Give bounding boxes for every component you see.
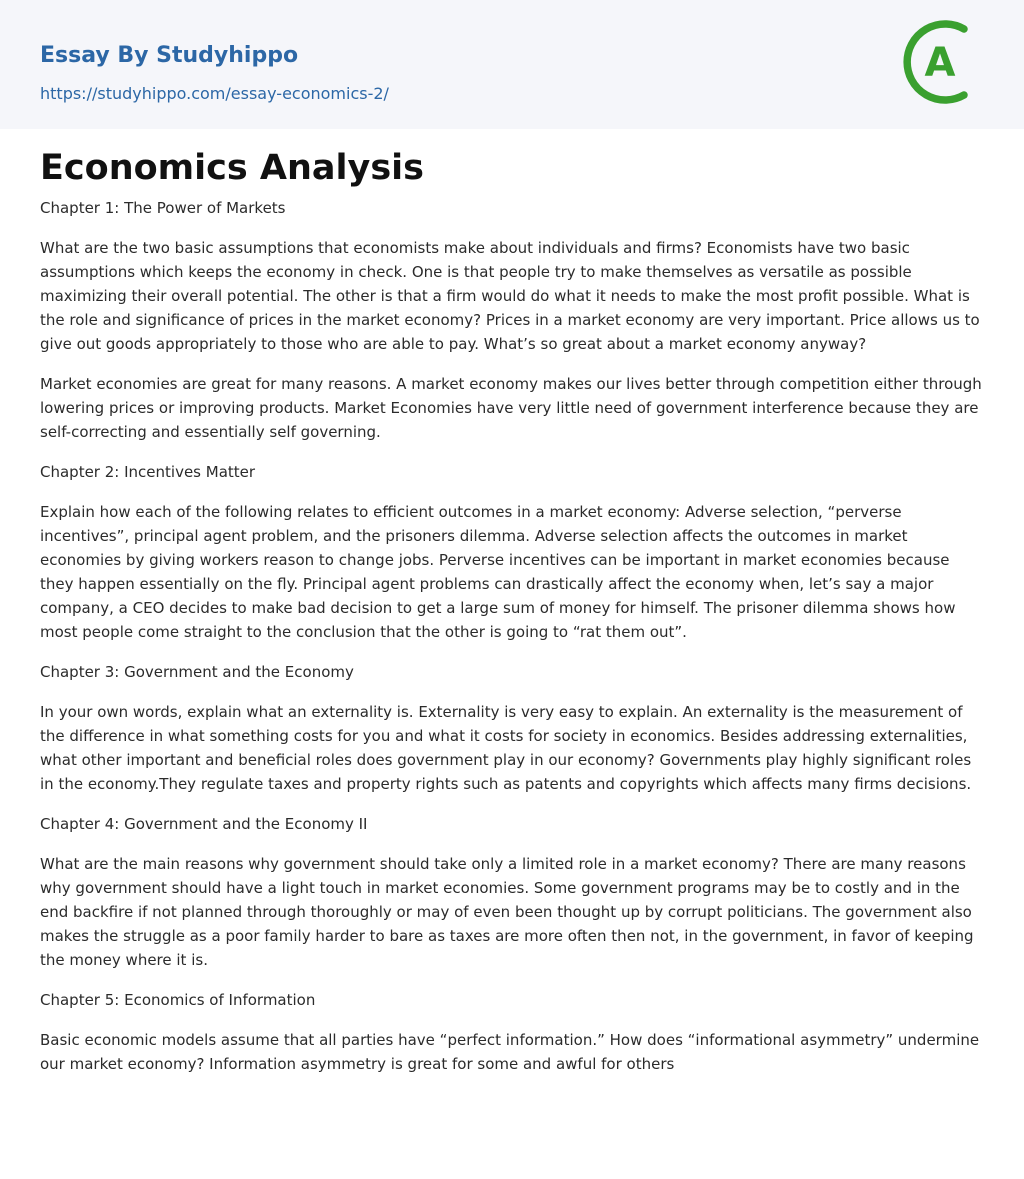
- paragraph: What are the two basic assumptions that economists make about individuals and firms? Economists have two basic assumptions which keeps the economy in check. One is that people try to make themselves as versatile as possible maximizing their overall potential. The other is that a firm would do what it needs to make the most profit possible. What is the role and significance of prices in the market economy? Prices in a market economy are very important. Price allows us to give out goods appropriately to those who are able to pay. What’s so great about a market economy anyway?: [40, 239, 980, 353]
- paragraph: Market economies are great for many reasons. A market economy makes our lives better through competition either through lowering prices or improving products. Market Economies have very little need of government interference because they are self-correcting and essentially self governing.: [40, 375, 982, 441]
- essay-url-link[interactable]: https://studyhippo.com/essay-economics-2/: [40, 84, 389, 103]
- paragraph: Basic economic models assume that all parties have “perfect information.” How does “informational asymmetry” undermine our market economy? Information asymmetry is great for some and awful for others: [40, 1031, 980, 1073]
- brand-title: Essay By Studyhippo: [40, 43, 299, 68]
- paragraph: What are the main reasons why government should take only a limited role in a market economy? There are many reasons why government should have a light touch in market economies. Some government programs may be to costly and in the end backfire if not planned through thoroughly or may of even been thought up by corrupt politicians. The government also makes the struggle as a poor family harder to bare as taxes are more often then not, in the government, in favor of keeping the money where it is.: [40, 855, 974, 969]
- page-title: Economics Analysis: [40, 148, 424, 188]
- essay-content: [0, 129, 1024, 1076]
- chapter-heading: Chapter 3: Government and the Economy: [40, 663, 354, 681]
- chapter-heading: Chapter 5: Economics of Information: [40, 991, 316, 1009]
- chapter-heading: Chapter 1: The Power of Markets: [40, 199, 286, 217]
- studyhippo-a-logo-icon[interactable]: [894, 18, 990, 108]
- chapter-heading: Chapter 4: Government and the Economy II: [40, 815, 368, 833]
- paragraph: Explain how each of the following relates to efficient outcomes in a market economy: Adverse selection, “perverse incentives”, principal agent problem, and the prisoners dilemma. Adverse selection affects the outcomes in market economies by giving workers reason to change jobs. Perverse incentives can be important in market economies because they happen essentially on the fly. Principal agent problems can drastically affect the economy when, let’s say a major company, a CEO decides to make bad decision to get a large sum of money for himself. The prisoner dilemma shows how most people come straight to the conclusion that the other is going to “rat them out”.: [40, 503, 956, 641]
- logo-letter: A: [924, 40, 956, 86]
- essay-body: [40, 196, 984, 1076]
- site-header: [0, 0, 1024, 129]
- logo-svg: [894, 18, 990, 108]
- paragraph: In your own words, explain what an externality is. Externality is very easy to explain. An externality is the measurement of the difference in what something costs for you and what it costs for society in economics. Besides addressing externalities, what other important and beneficial roles does government play in our economy? Governments play highly significant roles in the economy.They regulate taxes and property rights such as patents and copyrights which affects many firms decisions.: [40, 703, 972, 793]
- chapter-heading: Chapter 2: Incentives Matter: [40, 463, 256, 481]
